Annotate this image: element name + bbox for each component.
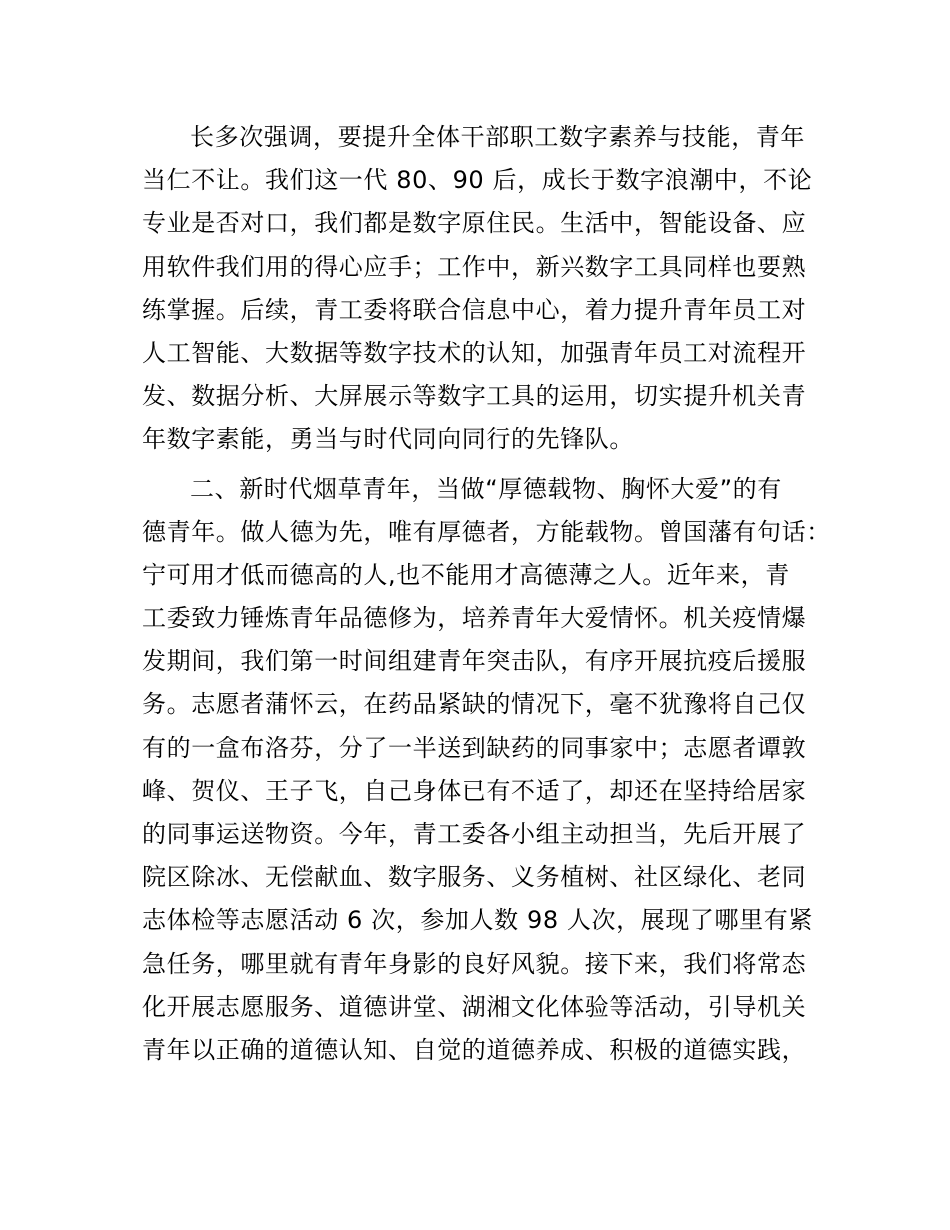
text-line: 当仁不让。我们这一代 80、90 后，成长于数字浪潮中，不论	[142, 166, 813, 195]
text-line: 年数字素能，勇当与时代同向同行的先锋队。	[142, 425, 634, 454]
text-line: 的同事运送物资。今年，青工委各小组主动担当，先后开展了	[142, 820, 807, 848]
text-line: 宁可用才低而德高的人,也不能用才高德薄之人。近年来，青	[142, 560, 790, 589]
text-line: 二、新时代烟草青年，当做“厚德载物、胸怀大爱”的有	[190, 474, 782, 503]
text-line: 人工智能、大数据等数字技术的认知，加强青年员工对流程开	[142, 338, 807, 367]
text-line: 务。志愿者蒲怀云，在药品紧缺的情况下，毫不犹豫将自己仅	[142, 690, 807, 719]
document-body	[142, 116, 832, 1072]
text-line: 志体检等志愿活动 6 次，参加人数 98 人次，展现了哪里有紧	[142, 906, 813, 935]
text-line: 发期间，我们第一时间组建青年突击队，有序开展抗疫后援服	[142, 647, 807, 676]
text-line: 专业是否对口，我们都是数字原住民。生活中，智能设备、应	[142, 209, 807, 238]
text-line: 化开展志愿服务、道德讲堂、湖湘文化体验等活动，引导机关	[142, 992, 807, 1021]
text-line: 长多次强调，要提升全体干部职工数字素养与技能，青年	[190, 123, 805, 151]
text-line: 工委致力锤炼青年品德修为，培养青年大爱情怀。机关疫情爆	[142, 604, 807, 633]
text-line: 发、数据分析、大屏展示等数字工具的运用，切实提升机关青	[142, 382, 807, 411]
text-line: 练掌握。后续，青工委将联合信息中心，着力提升青年员工对	[142, 295, 807, 324]
text-line: 院区除冰、无偿献血、数字服务、义务植树、社区绿化、老同	[142, 863, 807, 892]
paragraph-2	[142, 468, 832, 1073]
text-line: 青年以正确的道德认知、自觉的道德养成、积极的道德实践，	[142, 1035, 807, 1064]
text-line: 峰、贺仪、王子飞，自己身体已有不适了，却还在坚持给居家	[142, 776, 807, 805]
text-line: 有的一盒布洛芬，分了一半送到缺药的同事家中；志愿者谭敦	[142, 733, 807, 762]
paragraph-1	[142, 116, 832, 462]
text-line: 德青年。做人德为先，唯有厚德者，方能载物。曾国藩有句话：	[142, 517, 831, 546]
text-line: 用软件我们用的得心应手；工作中，新兴数字工具同样也要熟	[142, 252, 807, 281]
text-line: 急任务，哪里就有青年身影的良好风貌。接下来，我们将常态	[142, 949, 807, 978]
